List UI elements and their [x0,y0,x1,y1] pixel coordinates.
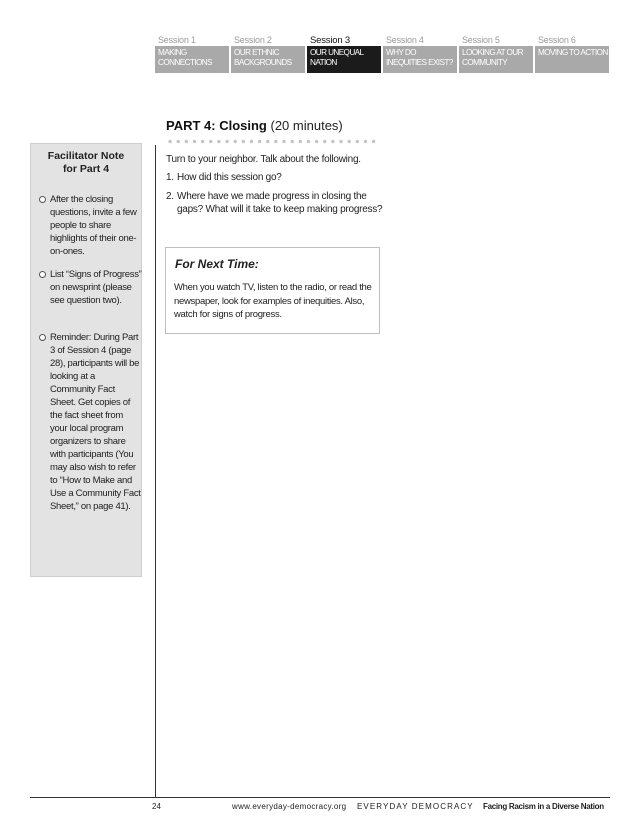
facilitator-note-text: Reminder: During Part 3 of Session 4 (page 28), participants will be looking at a Community Fact Sheet. Get copies of the fact sheet from your local program organizers to share with participants (You may also wish to refer to “How to Make and Use a Community Fact Sheet,” on page 41). [50,332,141,512]
footer-title: Facing Racism in a Diverse Nation [483,802,604,811]
session-title: OUR ETHNIC BACKGROUNDS [234,48,292,67]
session-number: Session 1 [158,35,196,45]
session-number: Session 3 [310,35,350,46]
vertical-rule [155,145,156,797]
session-tabs [155,35,609,73]
session-title: MAKING CONNECTIONS [158,48,212,67]
facilitator-note-title-text: Facilitator Note for Part 4 [47,150,125,175]
session-title: LOOKING AT OUR COMMUNITY [462,48,523,67]
question-number: 2. [166,191,174,202]
session-tab-2 [231,35,305,73]
dotted-divider [166,139,378,144]
session-tab-1 [155,35,229,73]
question-text: Where have we made progress in closing the gaps? What will it take to keep making progress? [177,191,383,215]
part-title: PART 4: Closing [166,118,267,133]
session-number: Session 4 [386,35,424,45]
facilitator-note-title [31,150,141,176]
facilitator-note-text: List “Signs of Progress” on newsprint (please see question two). [50,269,142,306]
intro-text: Turn to your neighbor. Talk about the following. [166,154,361,165]
facilitator-note-panel [30,143,142,577]
footer-rule [30,797,610,798]
part-heading [166,118,343,133]
session-tab-6 [535,35,609,73]
session-title: OUR UNEQUAL NATION [310,48,364,67]
bullet-circle-icon [39,196,46,203]
session-title: MOVING TO ACTION [538,48,608,57]
next-time-body: When you watch TV, listen to the radio, or read the newspaper, look for examples of inequities. Also, watch for signs of progress. [174,282,372,320]
next-time-box [165,247,380,334]
facilitator-note-text: After the closing questions, invite a few people to share highlights of their one-on-ones. [50,194,137,257]
session-number: Session 6 [538,35,576,45]
session-tab-4 [383,35,457,73]
next-time-title: For Next Time: [175,257,259,271]
session-title: WHY DO INEQUITIES EXIST? [386,48,453,67]
session-number: Session 5 [462,35,500,45]
footer-org: EVERYDAY DEMOCRACY [357,802,474,811]
footer-url: www.everyday-democracy.org [232,802,347,811]
bullet-circle-icon [39,334,46,341]
question-number: 1. [166,172,174,183]
session-number: Session 2 [234,35,272,45]
session-tab-3 [307,35,381,73]
bullet-circle-icon [39,271,46,278]
session-tab-5 [459,35,533,73]
page-number: 24 [152,802,161,811]
question-text: How did this session go? [177,172,282,183]
part-duration: (20 minutes) [270,118,343,133]
